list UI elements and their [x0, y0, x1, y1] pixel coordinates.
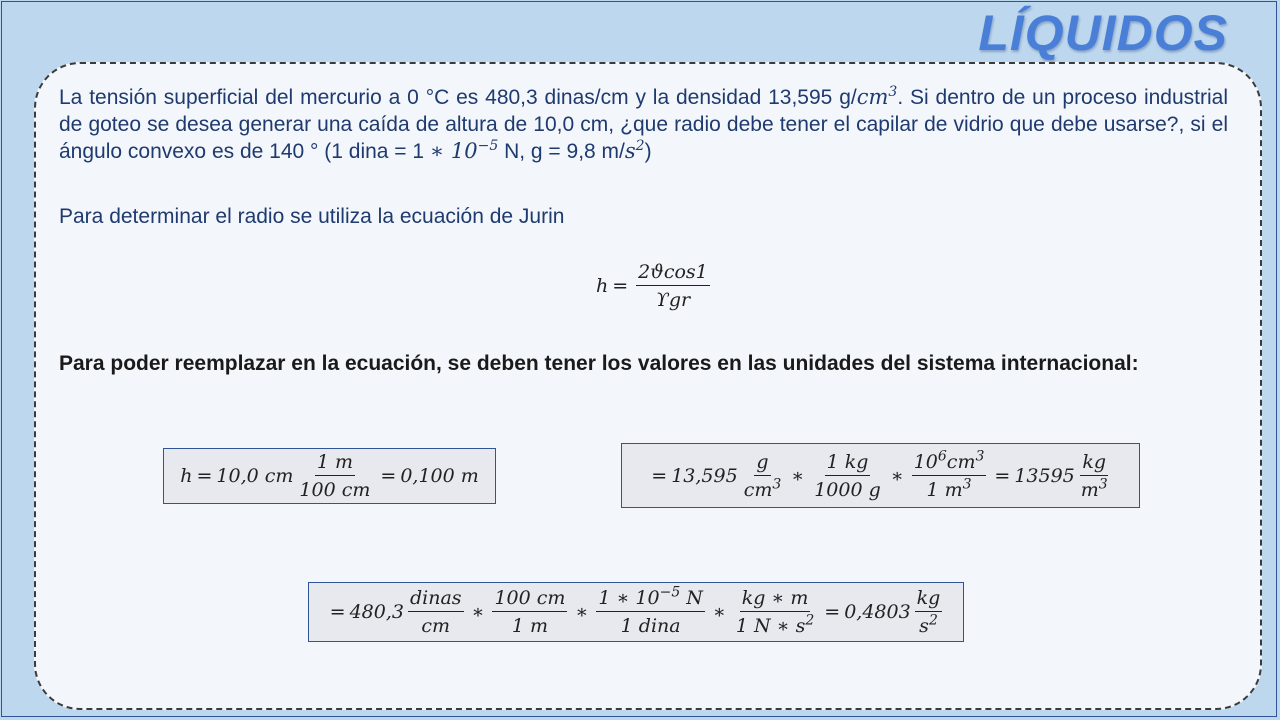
- rho-factor-2: [812, 451, 883, 501]
- jurin-intro: Para determinar el radio se utiliza la ecuación de Jurin: [59, 205, 565, 228]
- rho-f3-den-exp: 3: [962, 476, 972, 493]
- dina-factor-exp: −5: [477, 138, 499, 154]
- h-factor: [297, 451, 372, 501]
- problem-text-4: ): [644, 140, 652, 163]
- gamma-f2-den: 1 m: [511, 615, 549, 637]
- dina-factor: [430, 139, 498, 163]
- jurin-numerator: 2ϑcos1: [636, 261, 710, 286]
- density-unit: [857, 85, 898, 109]
- gamma-factor-1: [408, 587, 464, 637]
- gamma-f3-num-base: 1 ∗ 10: [598, 587, 660, 609]
- g-unit: [625, 139, 645, 163]
- gamma-result-unit: [915, 587, 943, 637]
- gamma-r-den-base: s: [919, 615, 929, 637]
- rho-f3-den: [925, 476, 974, 501]
- rho-f1-num: g: [754, 451, 770, 476]
- gamma-factor-4: [734, 587, 816, 637]
- rho-equals-2: =: [994, 464, 1011, 487]
- si-instruction: Para poder reemplazar en la ecuación, se deben tener los valores en las unidades del sistema internacional:: [59, 352, 1139, 375]
- rho-f3-num-unit-exp: 3: [975, 448, 985, 465]
- h-result: 0,100 m: [400, 465, 479, 487]
- gamma-f3-den: 1 dina: [620, 615, 681, 637]
- rho-f1-den-exp: 3: [772, 476, 782, 493]
- rho-f2-num: 1 kg: [825, 451, 871, 476]
- gamma-f1-den: cm: [421, 615, 451, 637]
- jurin-lhs: h: [596, 275, 609, 297]
- gamma-f1-num: dinas: [408, 587, 464, 612]
- h-value: 10,0 cm: [216, 465, 294, 487]
- jurin-equation: [596, 256, 714, 316]
- h-equals-2: =: [380, 465, 397, 487]
- problem-text-2: . Si dentro de un proceso industrial de goteo se desea generar una caída de altura de 10,0 cm, ¿que radio debe tener el capilar de vidrio que debe usarse?, si el ángulo convexo es de 140 ° (1 dina = 1: [59, 86, 1228, 163]
- gamma-result: 0,4803: [844, 601, 911, 623]
- rho-r-den: [1079, 476, 1110, 501]
- density-unit-exp: 3: [888, 84, 898, 100]
- rho-equals: =: [651, 464, 668, 487]
- gamma-equals: =: [329, 601, 346, 623]
- rho-f1-den: [742, 476, 784, 501]
- tension-conversion: [308, 582, 964, 642]
- density-conversion: [621, 443, 1140, 508]
- rho-r-den-base: m: [1080, 478, 1099, 501]
- gamma-op-2: ∗: [575, 601, 589, 623]
- rho-op-1: ∗: [791, 464, 805, 487]
- g-unit-base: s: [624, 139, 636, 163]
- jurin-equals: =: [612, 275, 629, 297]
- rho-value: 13,595: [671, 464, 738, 487]
- h-lhs: h: [180, 465, 193, 487]
- gamma-op-1: ∗: [471, 601, 485, 623]
- density-unit-base: cm: [856, 85, 889, 109]
- rho-result: 13595: [1014, 464, 1075, 487]
- gamma-f4-den: [734, 612, 816, 637]
- rho-op-2: ∗: [890, 464, 904, 487]
- problem-statement: [59, 84, 1228, 165]
- rho-f2-den: 1000 g: [814, 478, 881, 501]
- gamma-f3-num-exp: −5: [659, 584, 681, 601]
- gamma-r-den: [917, 612, 940, 637]
- problem-text-3: N, g = 9,8 m/: [498, 140, 625, 163]
- rho-r-num: kg: [1080, 451, 1108, 476]
- gamma-f2-num: 100 cm: [492, 587, 567, 612]
- gamma-f3-num-unit: N: [680, 587, 703, 609]
- slide-title: LÍQUIDOS: [978, 5, 1228, 61]
- gamma-value: 480,3: [349, 601, 404, 623]
- gamma-f3-num: [596, 584, 705, 612]
- jurin-fraction: [636, 261, 710, 311]
- gamma-f4-den-exp: 2: [805, 612, 815, 629]
- rho-f1-den-base: cm: [743, 478, 773, 501]
- gamma-r-den-exp: 2: [928, 612, 938, 629]
- g-unit-exp: 2: [635, 138, 645, 154]
- jurin-denominator: ϒgr: [655, 289, 691, 311]
- problem-text-1: La tensión superficial del mercurio a 0 °C es 480,3 dinas/cm y la densidad 13,595 g/: [59, 86, 857, 109]
- gamma-factor-2: [492, 587, 567, 637]
- gamma-op-3: ∗: [712, 601, 726, 623]
- h-factor-den: 100 cm: [299, 479, 371, 501]
- height-conversion: [163, 448, 496, 504]
- rho-f3-num-exp: 6: [937, 448, 947, 465]
- gamma-f4-num: kg ∗ m: [740, 587, 811, 612]
- gamma-r-num: kg: [915, 587, 943, 612]
- rho-r-den-exp: 3: [1098, 476, 1108, 493]
- rho-f3-num-unit: cm: [946, 450, 976, 473]
- dina-factor-base: ∗ 10: [429, 139, 478, 163]
- h-equals: =: [196, 465, 213, 487]
- rho-factor-3: [912, 448, 987, 501]
- rho-factor-1: [742, 451, 784, 501]
- gamma-f4-den-base: 1 N ∗ s: [735, 615, 806, 637]
- gamma-equals-2: =: [824, 601, 841, 623]
- h-factor-num: 1 m: [315, 451, 355, 476]
- rho-f3-num: [912, 448, 987, 476]
- rho-f3-den-base: 1 m: [926, 478, 963, 501]
- rho-f3-num-base: 10: [913, 450, 938, 473]
- rho-result-unit: [1079, 451, 1110, 501]
- gamma-factor-3: [596, 584, 705, 637]
